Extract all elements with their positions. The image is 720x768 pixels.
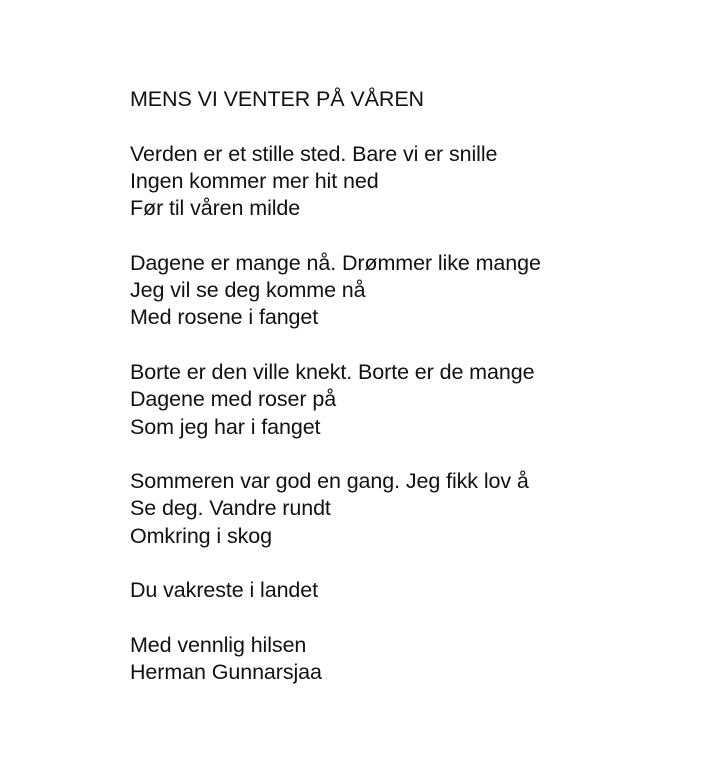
poem-title: MENS VI VENTER PÅ VÅREN [130, 87, 424, 111]
spacer [130, 332, 541, 359]
poem-line: Borte er den ville knekt. Borte er de mange [130, 359, 535, 384]
poem-line: Med rosene i fanget [130, 305, 319, 330]
poem-line: Du vakreste i landet [130, 578, 319, 603]
poem-line: Dagene er mange nå. Drømmer like mange [130, 250, 541, 275]
stanza-3 [130, 359, 541, 441]
salutation: Med vennlig hilsen [130, 632, 307, 657]
stanza-1 [130, 141, 541, 223]
poem-line: Ingen kommer mer hit ned [130, 168, 379, 193]
poem-line: Dagene med roser på [130, 387, 337, 412]
poem-line: Sommeren var god en gang. Jeg fikk lov å [130, 469, 529, 494]
poem-line: Som jeg har i fanget [130, 414, 321, 439]
spacer [130, 550, 541, 577]
spacer [130, 222, 541, 249]
poem-line: Verden er et stille sted. Bare vi er snille [130, 141, 498, 166]
poem-line: Se deg. Vandre rundt [130, 496, 331, 521]
spacer [130, 113, 541, 140]
signature: Herman Gunnarsjaa [130, 660, 322, 685]
spacer [130, 441, 541, 468]
stanza-5 [130, 577, 541, 604]
stanza-4 [130, 468, 541, 550]
stanza-2 [130, 250, 541, 332]
closing [130, 632, 541, 687]
spacer [130, 605, 541, 632]
poem-line: Jeg vil se deg komme nå [130, 278, 366, 303]
poem-line: Før til våren milde [130, 196, 301, 221]
poem-document [130, 86, 541, 687]
poem-line: Omkring i skog [130, 523, 272, 548]
